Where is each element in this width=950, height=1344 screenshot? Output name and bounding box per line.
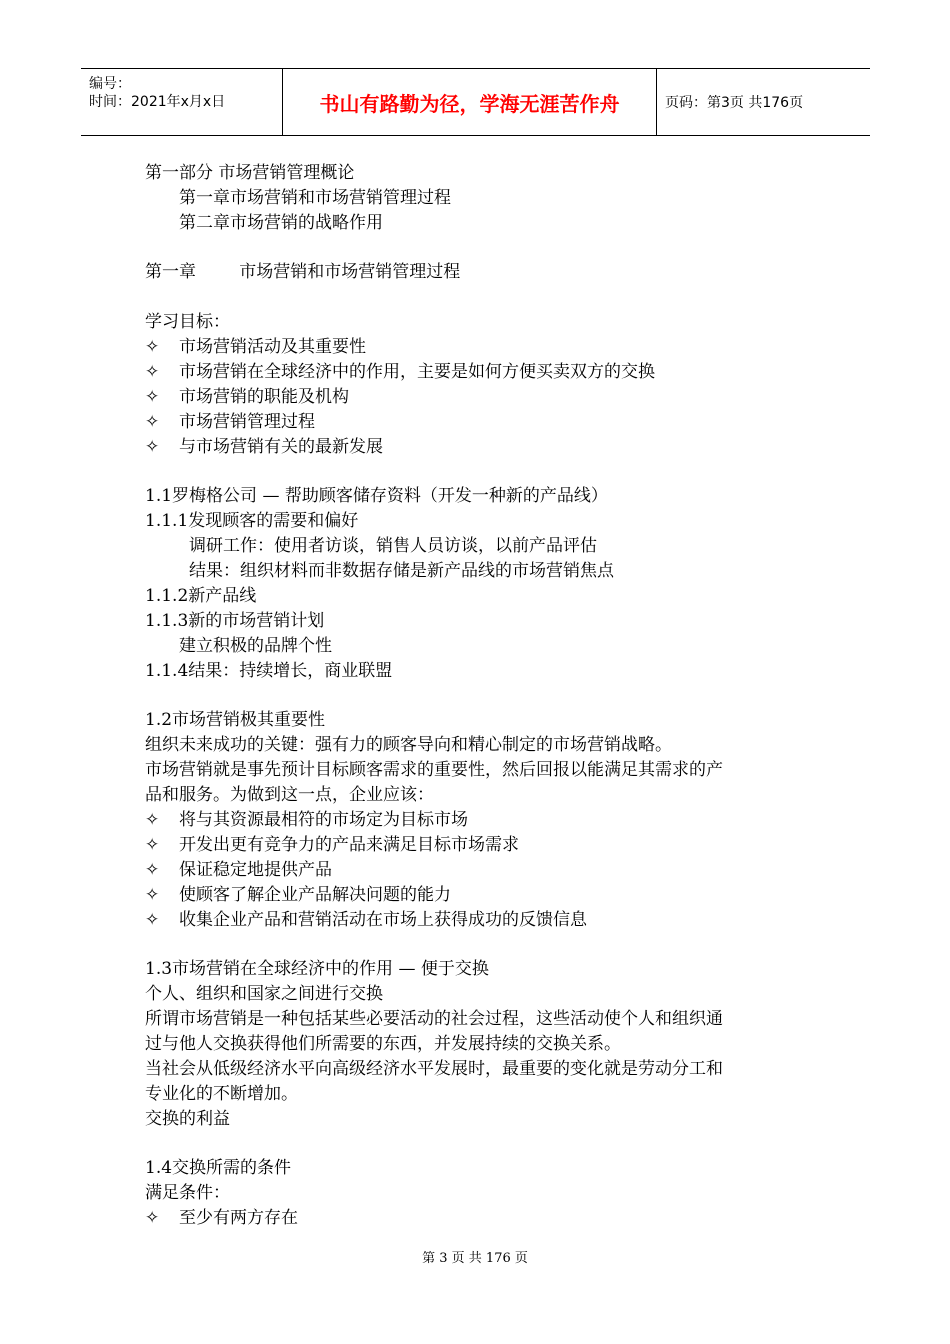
list-item: ✧ 开发出更有竞争力的产品来满足目标市场需求 bbox=[145, 835, 519, 855]
toc-chapter-2: 第二章市场营销的战略作用 bbox=[179, 213, 383, 233]
diamond-bullet-icon: ✧ bbox=[145, 810, 160, 830]
objectives-label: 学习目标： bbox=[145, 312, 230, 332]
diamond-bullet-icon: ✧ bbox=[145, 412, 160, 432]
subsection-heading: 1.1.3新的市场营销计划 bbox=[145, 611, 325, 631]
paragraph-line: 结果：组织材料而非数据存储是新产品线的市场营销焦点 bbox=[189, 561, 614, 581]
diamond-bullet-icon: ✧ bbox=[145, 910, 160, 930]
page-footer: 第 3 页 共 176 页 bbox=[422, 1251, 528, 1266]
part-title: 第一部分 市场营销管理概论 bbox=[145, 163, 355, 183]
list-item: ✧ 市场营销的职能及机构 bbox=[145, 387, 349, 407]
paragraph-line: 满足条件： bbox=[145, 1183, 230, 1203]
section-heading: 1.1罗梅格公司 — 帮助顾客储存资料（开发一种新的产品线） bbox=[145, 486, 608, 506]
paragraph-line: 品和服务。为做到这一点，企业应该： bbox=[145, 785, 434, 805]
list-item: ✧ 将与其资源最相符的市场定为目标市场 bbox=[145, 810, 468, 830]
list-item: ✧ 使顾客了解企业产品解决问题的能力 bbox=[145, 885, 451, 905]
diamond-bullet-icon: ✧ bbox=[145, 362, 160, 382]
header-page-info: 页码：第3页 共176页 bbox=[665, 95, 804, 111]
section-heading: 1.4交换所需的条件 bbox=[145, 1158, 292, 1178]
paragraph-line: 市场营销就是事先预计目标顾客需求的重要性，然后回报以能满足其需求的产 bbox=[145, 760, 723, 780]
diamond-bullet-icon: ✧ bbox=[145, 1208, 160, 1228]
diamond-bullet-icon: ✧ bbox=[145, 860, 160, 880]
section-heading: 1.2市场营销极其重要性 bbox=[145, 710, 326, 730]
list-item: ✧ 市场营销管理过程 bbox=[145, 412, 315, 432]
list-item: ✧ 收集企业产品和营销活动在市场上获得成功的反馈信息 bbox=[145, 910, 587, 930]
subsection-heading: 1.1.1发现顾客的需要和偏好 bbox=[145, 511, 359, 531]
subsection-heading: 1.1.2新产品线 bbox=[145, 586, 257, 606]
paragraph-line: 过与他人交换获得他们所需要的东西，并发展持续的交换关系。 bbox=[145, 1034, 621, 1054]
paragraph-line: 当社会从低级经济水平向高级经济水平发展时，最重要的变化就是劳动分工和 bbox=[145, 1059, 723, 1079]
paragraph-line: 个人、组织和国家之间进行交换 bbox=[145, 984, 383, 1004]
paragraph-line: 所谓市场营销是一种包括某些必要活动的社会过程，这些活动使个人和组织通 bbox=[145, 1009, 723, 1029]
paragraph-line: 专业化的不断增加。 bbox=[145, 1084, 298, 1104]
header-motto: 书山有路勤为径，学海无涯苦作舟 bbox=[283, 69, 657, 135]
paragraph-line: 建立积极的品牌个性 bbox=[179, 636, 332, 656]
subsection-heading: 1.1.4结果：持续增长，商业联盟 bbox=[145, 661, 393, 681]
list-item: ✧ 与市场营销有关的最新发展 bbox=[145, 437, 383, 457]
diamond-bullet-icon: ✧ bbox=[145, 835, 160, 855]
diamond-bullet-icon: ✧ bbox=[145, 885, 160, 905]
diamond-bullet-icon: ✧ bbox=[145, 437, 160, 457]
diamond-bullet-icon: ✧ bbox=[145, 337, 160, 357]
code-label: 编号： bbox=[89, 76, 131, 92]
date-label: 时间：2021年x月x日 bbox=[89, 94, 226, 110]
paragraph-line: 交换的利益 bbox=[145, 1109, 230, 1129]
diamond-bullet-icon: ✧ bbox=[145, 387, 160, 407]
list-item: ✧ 市场营销活动及其重要性 bbox=[145, 337, 366, 357]
section-heading: 1.3市场营销在全球经济中的作用 — 便于交换 bbox=[145, 959, 489, 979]
toc-chapter-1: 第一章市场营销和市场营销管理过程 bbox=[179, 188, 451, 208]
list-item: ✧ 保证稳定地提供产品 bbox=[145, 860, 332, 880]
list-item: ✧ 至少有两方存在 bbox=[145, 1208, 298, 1228]
list-item: ✧ 市场营销在全球经济中的作用，主要是如何方便买卖双方的交换 bbox=[145, 362, 655, 382]
chapter-heading: 第一章 市场营销和市场营销管理过程 bbox=[145, 262, 461, 282]
paragraph-line: 调研工作：使用者访谈，销售人员访谈，以前产品评估 bbox=[189, 536, 597, 556]
paragraph-line: 组织未来成功的关键：强有力的顾客导向和精心制定的市场营销战略。 bbox=[145, 735, 672, 755]
